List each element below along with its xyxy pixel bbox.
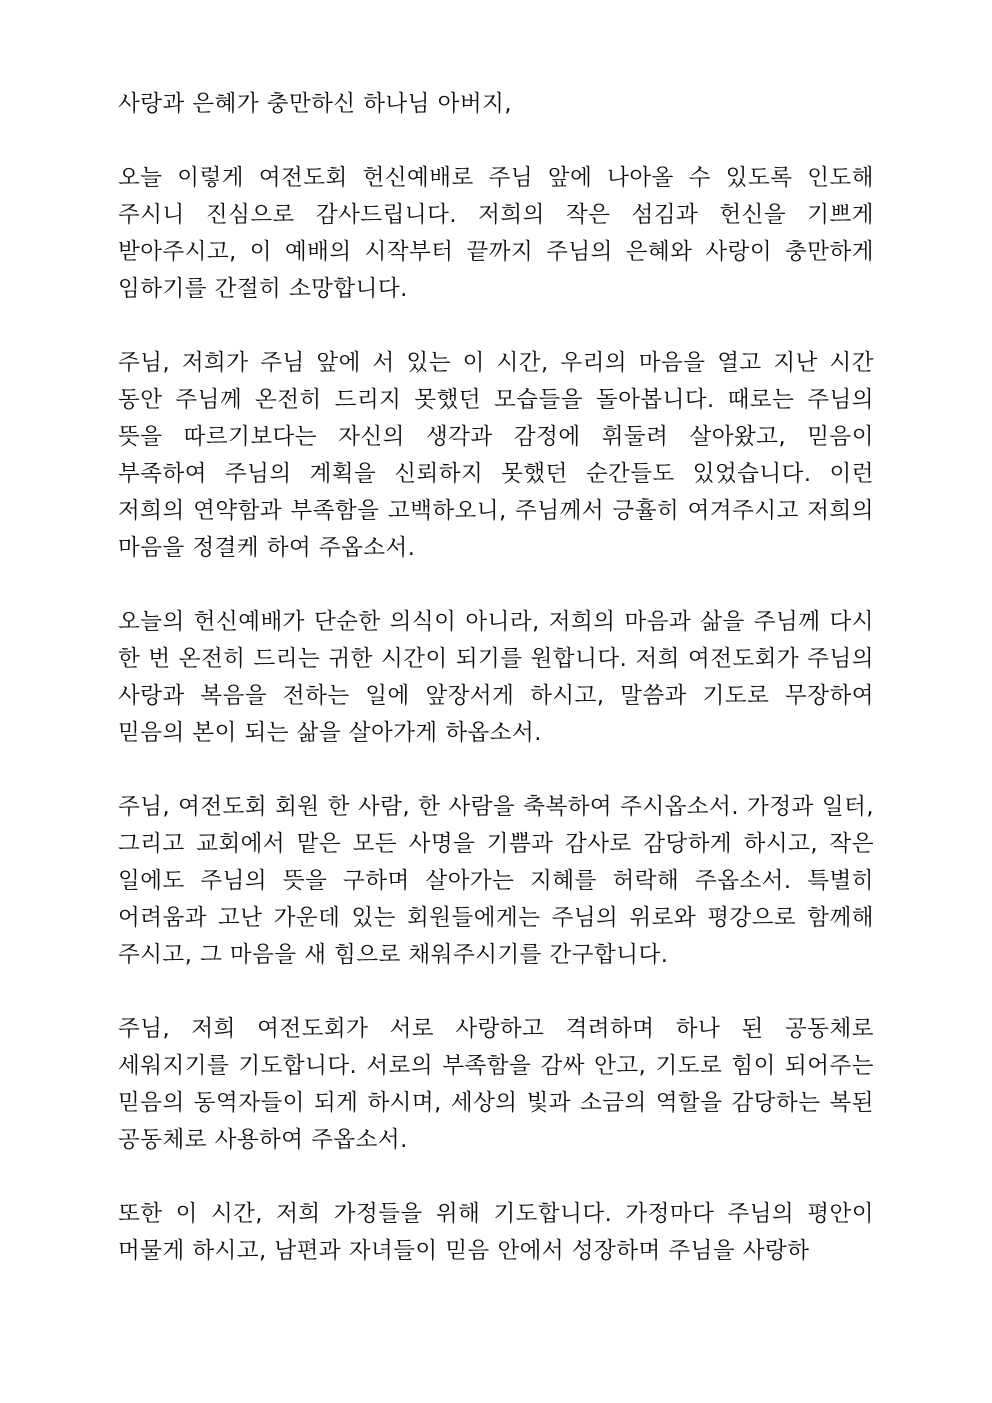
paragraph-3: 오늘의 헌신예배가 단순한 의식이 아니라, 저희의 마음과 삶을 주님께 다시 한 번 온전히 드리는 귀한 시간이 되기를 원합니다. 저희 여전도회가 주님의 사랑과 복음을 전하는 일에 앞장서게 하시고, 말씀과 기도로 무장하여 믿음의 본이 되는 삶을 살아가게 하옵소서. bbox=[118, 609, 874, 746]
document-body bbox=[118, 86, 874, 1270]
paragraph-5: 주님, 저희 여전도회가 서로 사랑하고 격려하며 하나 된 공동체로 세워지기를 기도합니다. 서로의 부족함을 감싸 안고, 기도로 힘이 되어주는 믿음의 동역자들이 되게 하시며, 세상의 빛과 소금의 역할을 감당하는 복된 공동체로 사용하여 주옵소서. bbox=[118, 1016, 874, 1153]
paragraph-4: 주님, 여전도회 회원 한 사람, 한 사람을 축복하여 주시옵소서. 가정과 일터, 그리고 교회에서 맡은 모든 사명을 기쁨과 감사로 감당하게 하시고, 작은 일에도 주님의 뜻을 구하며 살아가는 지혜를 허락해 주옵소서. 특별히 어려움과 고난 가운데 있는 회원들에게는 주님의 위로와 평강으로 함께해 주시고, 그 마음을 새 힘으로 채워주시기를 간구합니다. bbox=[118, 794, 874, 968]
salutation: 사랑과 은혜가 충만하신 하나님 아버지, bbox=[118, 91, 513, 117]
paragraph-6: 또한 이 시간, 저희 가정들을 위해 기도합니다. 가정마다 주님의 평안이 머물게 하시고, 남편과 자녀들이 믿음 안에서 성장하며 주님을 사랑하 bbox=[118, 1201, 874, 1264]
paragraph-1: 오늘 이렇게 여전도회 헌신예배로 주님 앞에 나아올 수 있도록 인도해 주시니 진심으로 감사드립니다. 저희의 작은 섬김과 헌신을 기쁘게 받아주시고, 이 예배의 시작부터 끝까지 주님의 은혜와 사랑이 충만하게 임하기를 간절히 소망합니다. bbox=[118, 165, 874, 302]
paragraph-2: 주님, 저희가 주님 앞에 서 있는 이 시간, 우리의 마음을 열고 지난 시간 동안 주님께 온전히 드리지 못했던 모습들을 돌아봅니다. 때로는 주님의 뜻을 따르기보다는 자신의 생각과 감정에 휘둘려 살아왔고, 믿음이 부족하여 주님의 계획을 신뢰하지 못했던 순간들도 있었습니다. 이런 저희의 연약함과 부족함을 고백하오니, 주님께서 긍휼히 여겨주시고 저희의 마음을 정결케 하여 주옵소서. bbox=[118, 350, 874, 561]
